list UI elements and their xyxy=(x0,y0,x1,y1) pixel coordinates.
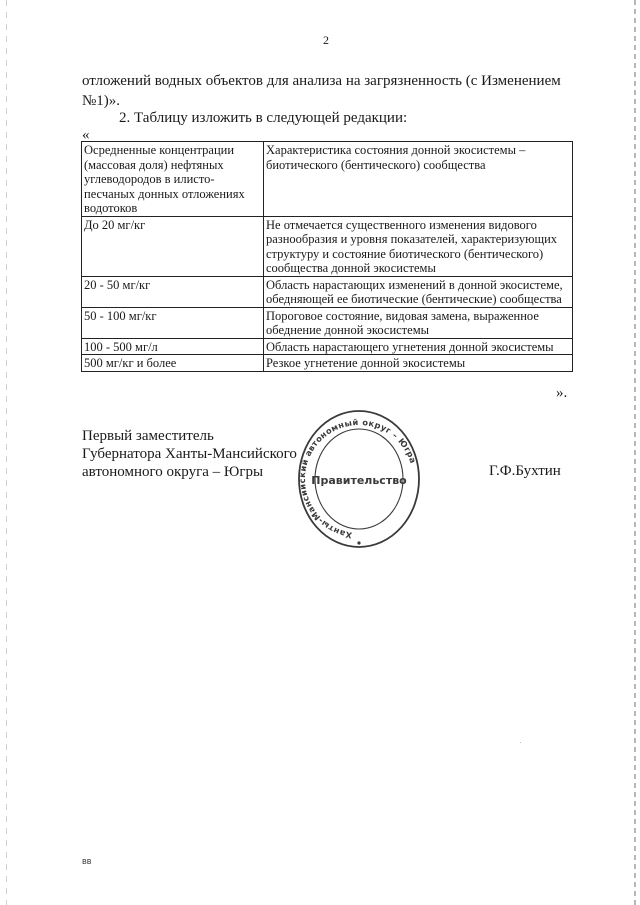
table-row xyxy=(82,216,573,276)
table-cell-description: Область нарастающих изменений в донной экосистеме, обедняющей ее биотические (бентические) сообщества xyxy=(264,276,573,307)
pollution-table xyxy=(81,141,573,372)
signatory-title-line: Губернатора Ханты-Мансийского xyxy=(82,446,297,462)
page-edge-right xyxy=(634,0,636,905)
table-cell-concentration: 50 - 100 мг/кг xyxy=(82,307,264,338)
table-cell-concentration: 500 мг/кг и более xyxy=(82,355,264,372)
government-seal xyxy=(297,409,421,559)
table-row xyxy=(82,276,573,307)
signatory-title xyxy=(82,427,297,481)
table-cell-concentration: До 20 мг/кг xyxy=(82,216,264,276)
table-cell-description: Область нарастающего угнетения донной экосистемы xyxy=(264,338,573,355)
table-cell-description: Резкое угнетение донной экосистемы xyxy=(264,355,573,372)
table-row xyxy=(82,307,573,338)
intro-line-1: отложений водных объектов для анализа на загрязненность (с Изменением xyxy=(82,73,561,89)
table-cell-description: Пороговое состояние, видовая замена, выраженное обеднение донной экосистемы xyxy=(264,307,573,338)
signatory-name: Г.Ф.Бухтин xyxy=(489,463,561,479)
signatory-title-line: автономного округа – Югры xyxy=(82,464,264,480)
intro-line-3: 2. Таблицу изложить в следующей редакции: xyxy=(119,110,408,126)
table-cell-description: Не отмечается существенного изменения видового разнообразия и уровня показателей, характеризующих структуру и состояние биотического (бентического) сообщества донной экосистемы xyxy=(264,216,573,276)
table-row xyxy=(82,338,573,355)
table-header-row xyxy=(82,142,573,217)
footer-mark: ВВ xyxy=(82,858,92,866)
table-header-characteristic: Характеристика состояния донной экосистемы – биотического (бентического) сообщества xyxy=(264,142,573,217)
page-number: 2 xyxy=(323,33,329,47)
signatory-title-line: Первый заместитель xyxy=(82,428,214,444)
intro-line-2: №1)». xyxy=(82,93,121,109)
table-header-concentration: Осредненные концентрации (массовая доля) нефтяных углеводородов в илисто-песчаных донных отложениях водотоков xyxy=(82,142,264,217)
seal-dot xyxy=(357,541,360,544)
page-edge-left xyxy=(6,0,7,905)
seal-center-text: Правительство xyxy=(311,474,407,487)
open-quote: « xyxy=(82,127,90,143)
seal-ring-text: Ханты-Мансийский автономный округ – Югра xyxy=(297,416,419,541)
closing-quote: ». xyxy=(556,385,568,401)
table-cell-concentration: 100 - 500 мг/л xyxy=(82,338,264,355)
table-row xyxy=(82,355,573,372)
table-cell-concentration: 20 - 50 мг/кг xyxy=(82,276,264,307)
scan-speck xyxy=(520,742,521,743)
